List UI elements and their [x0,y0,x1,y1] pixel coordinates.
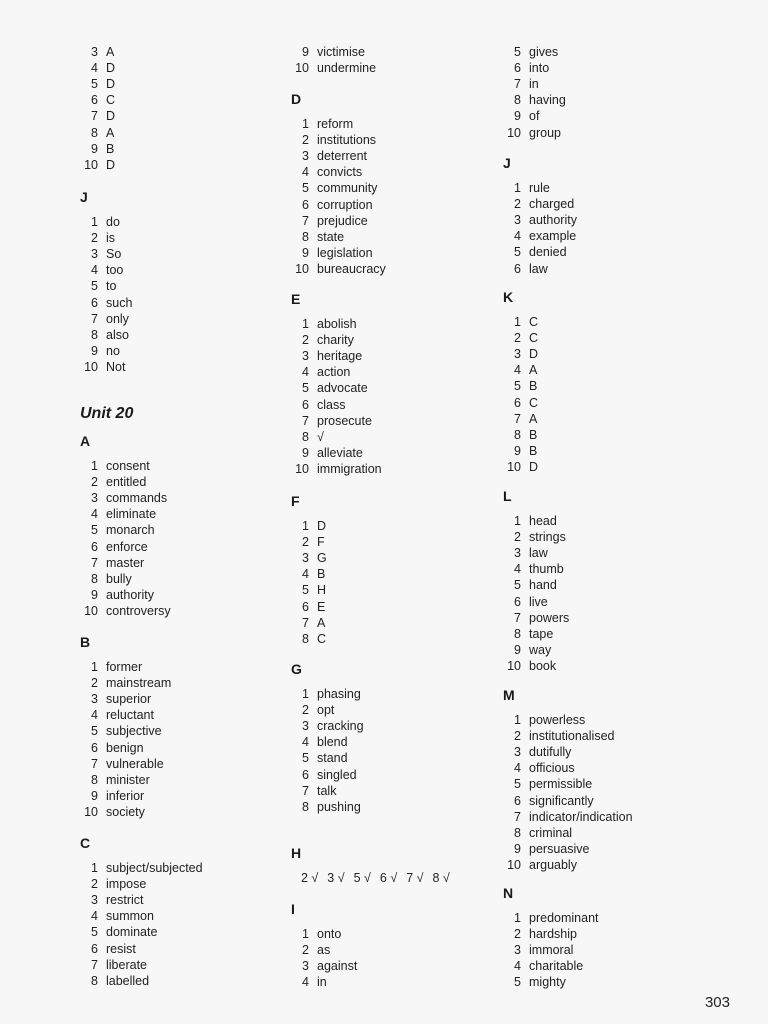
answer-number: 8 [514,93,521,108]
answer-number: 8 [302,631,309,646]
answer-number: 4 [514,363,521,378]
answer-text: officious [529,761,575,776]
answer-number: 2 [302,535,309,550]
answer-number: 3 [514,943,521,958]
answer-text: subject/subjected [106,861,203,875]
answer-number: 6 [514,395,521,410]
answer-text: corruption [317,197,373,212]
answer-text: D [106,61,116,76]
answer-text: inferior [106,788,145,803]
answer-text: head [529,514,557,528]
answer-number: 4 [302,735,309,750]
answer-number: 2 [302,703,309,718]
answer-number: 10 [507,125,521,140]
answer-text: of [529,109,540,124]
answer-text: D [106,77,116,92]
answer-number: 4 [91,61,98,76]
answer-text: √ [317,429,324,444]
answer-number: 5 [302,583,309,598]
answer-number: 9 [514,841,521,856]
answer-text: dominate [106,925,158,940]
answer-number: 3 [514,546,521,561]
answer-text: institutionalised [529,729,615,744]
answer-number: 3 [91,45,98,59]
answer-text: such [106,295,133,310]
answer-text: benign [106,740,144,755]
answer-number: 7 [91,957,98,972]
answer-number: 8 [302,799,309,814]
answer-text: stand [317,751,348,766]
answer-number: 3 [302,719,309,734]
answer-text: denied [529,245,567,260]
answer-text: heritage [317,349,363,364]
answer-number: 5 [514,975,521,990]
section-heading-i: I [291,901,295,917]
answer-number: 8 [514,626,521,641]
answer-number: 10 [84,359,98,374]
answer-text: law [529,546,548,561]
answer-text: Not [106,359,126,374]
answer-text: class [317,397,346,412]
answer-text: B [529,443,538,458]
answer-number: 3 [302,551,309,566]
answer-text: powerless [529,713,586,727]
answer-text: G [317,551,327,566]
section-heading-b: B [80,634,91,650]
answer-number: 7 [302,783,309,798]
answer-number: 6 [91,295,98,310]
answer-text: predominant [529,911,599,925]
answer-text: mighty [529,975,566,990]
answer-number: 6 [514,61,521,76]
answer-text: charitable [529,959,584,974]
section-heading-d: D [291,91,302,107]
section-heading-c: C [80,835,91,851]
answer-text: deterrent [317,149,368,164]
answer-text: as [317,943,331,958]
answer-text: D [106,109,116,124]
answer-number: 6 [91,93,98,108]
answer-text: tape [529,626,554,641]
answer-text: vulnerable [106,756,164,771]
answer-text: restrict [106,893,144,908]
answer-text: former [106,660,143,674]
answer-number: 9 [514,109,521,124]
answer-text: singled [317,767,357,782]
answer-number: 2 [302,333,309,348]
answer-number: 2 [302,133,309,148]
answer-text: opt [317,703,335,718]
answer-number: 1 [91,660,98,674]
answer-number: 1 [514,713,521,727]
answer-text: is [106,231,116,246]
answer-text: summon [106,909,154,924]
answer-text: E [317,599,326,614]
answer-text: indicator/indication [529,809,633,824]
answer-number: 6 [91,941,98,956]
answer-number: 4 [302,165,309,180]
answer-number: 9 [302,245,309,260]
answer-text: D [317,519,327,533]
answer-number: 6 [91,539,98,554]
section-heading-e: E [291,291,301,307]
answer-number: 8 [91,327,98,342]
answer-number: 10 [507,658,521,673]
answer-number: 1 [302,927,309,941]
answer-text: criminal [529,825,573,840]
section-heading-k: K [503,289,514,305]
answer-text: entitled [106,475,147,490]
answer-text: too [106,263,124,278]
inline-answer: 5 √ [353,871,371,885]
answer-text: B [106,141,115,156]
answer-number: 5 [514,245,521,260]
answer-text: undermine [317,61,377,76]
answer-number: 4 [514,562,521,577]
answer-text: rule [529,181,550,195]
answer-text: action [317,365,351,380]
answer-number: 10 [84,804,98,819]
answer-number: 10 [507,459,521,474]
answer-number: 8 [91,125,98,140]
answer-number: 5 [91,523,98,538]
answer-number: 5 [91,77,98,92]
answer-number: 1 [514,181,521,195]
answer-number: 6 [91,740,98,755]
answer-number: 9 [91,788,98,803]
answer-text: significantly [529,793,594,808]
answer-number: 8 [302,229,309,244]
answer-text: minister [106,772,150,787]
answer-text: do [106,215,120,229]
answer-text: state [317,229,345,244]
answer-number: 3 [302,959,309,974]
answer-number: 1 [514,514,521,528]
answer-number: 3 [514,745,521,760]
answer-text: bully [106,571,132,586]
answer-text: So [106,247,122,262]
answer-number: 1 [514,315,521,329]
answer-number: 3 [514,213,521,228]
answer-number: 5 [302,751,309,766]
inline-answer: 7 √ [406,871,424,885]
unit-title: Unit 20 [80,405,134,422]
answer-text: hardship [529,927,577,942]
answer-number: 6 [302,397,309,412]
answer-text: prosecute [317,413,372,428]
answer-number: 5 [302,381,309,396]
answer-number: 2 [514,530,521,545]
answer-number: 2 [91,877,98,892]
answer-text: charity [317,333,354,348]
answer-number: 5 [91,279,98,294]
section-heading-f: F [291,493,300,509]
answer-text: having [529,93,566,108]
answer-text: A [529,363,538,378]
section-h-inline-answers [301,870,459,886]
answer-number: 5 [514,578,521,593]
answer-text: impose [106,877,147,892]
answer-text: D [106,157,116,172]
answer-number: 4 [514,761,521,776]
inline-answer: 3 √ [327,871,345,885]
answer-number: 10 [84,157,98,172]
answer-text: eliminate [106,507,157,522]
answer-number: 6 [302,599,309,614]
answer-number: 4 [514,959,521,974]
answer-number: 2 [514,331,521,346]
answer-text: society [106,804,145,819]
answer-number: 7 [514,610,521,625]
answer-text: bureaucracy [317,261,386,276]
answer-number: 9 [91,141,98,156]
answer-number: 8 [514,427,521,442]
answer-text: way [529,642,552,657]
answer-text: cracking [317,719,364,734]
answer-number: 4 [91,507,98,522]
answer-text: no [106,343,120,358]
answer-number: 4 [91,708,98,723]
answer-number: 10 [295,61,309,76]
answer-text: C [106,93,116,108]
answer-text: in [529,77,539,92]
answer-text: consent [106,459,150,473]
answer-number: 1 [302,519,309,533]
answer-number: 7 [302,213,309,228]
answer-number: 3 [91,247,98,262]
answer-number: 5 [91,724,98,739]
section-heading-m: M [503,687,515,703]
answer-number: 5 [91,925,98,940]
answer-number: 9 [302,445,309,460]
answer-number: 9 [302,45,309,59]
answer-text: permissible [529,777,593,792]
answer-text: B [317,567,326,582]
answer-number: 1 [302,317,309,331]
answer-number: 2 [302,943,309,958]
answer-text: immoral [529,943,574,958]
answer-text: subjective [106,724,162,739]
answer-text: book [529,658,557,673]
answer-text: F [317,535,325,550]
answer-number: 7 [91,109,98,124]
answer-text: community [317,181,378,196]
answer-text: persuasive [529,841,590,856]
answer-number: 5 [302,181,309,196]
answer-text: A [106,125,115,140]
answer-number: 4 [91,909,98,924]
answer-text: advocate [317,381,368,396]
answer-number: 8 [91,571,98,586]
answer-text: against [317,959,358,974]
answer-text: also [106,327,129,342]
inline-answer: 6 √ [379,871,398,885]
answer-text: resist [106,941,136,956]
answer-number: 9 [91,587,98,602]
answer-number: 10 [84,603,98,618]
answer-text: abolish [317,317,357,331]
answer-text: pushing [317,799,361,814]
answer-text: enforce [106,539,148,554]
answer-number: 2 [91,231,98,246]
answer-number: 7 [91,555,98,570]
answer-number: 4 [514,229,521,244]
answer-text: H [317,583,327,598]
answer-text: example [529,229,577,244]
answer-text: dutifully [529,745,572,760]
answer-text: victimise [317,45,365,59]
answer-text: convicts [317,165,363,180]
answer-number: 2 [91,475,98,490]
answer-number: 10 [295,261,309,276]
section-heading-j: J [503,155,511,171]
answer-text: monarch [106,523,155,538]
answer-number: 6 [514,594,521,609]
answer-text: controversy [106,603,171,618]
answer-text: hand [529,578,557,593]
answer-text: D [529,459,539,474]
answer-number: 3 [302,149,309,164]
section-heading-h: H [291,845,302,861]
answer-number: 8 [302,429,309,444]
answer-text: C [529,395,539,410]
answer-number: 7 [302,615,309,630]
answer-number: 6 [302,197,309,212]
answer-number: 2 [514,927,521,942]
answer-number: 5 [514,777,521,792]
answer-number: 7 [302,413,309,428]
answer-text: strings [529,530,566,545]
answer-text: authority [106,587,154,602]
answer-text: charged [529,197,575,212]
answer-text: talk [317,783,337,798]
answer-number: 9 [514,642,521,657]
answer-text: institutions [317,133,377,148]
answer-text: mainstream [106,676,172,691]
answer-text: superior [106,692,152,707]
answer-number: 3 [302,349,309,364]
answer-text: commands [106,491,168,506]
inline-answer: 8 √ [432,871,450,885]
answer-number: 1 [302,117,309,131]
answer-text: into [529,61,550,76]
answer-number: 6 [302,767,309,782]
answer-number: 1 [302,687,309,701]
answer-text: authority [529,213,577,228]
answer-text: labelled [106,973,150,988]
answer-text: only [106,311,129,326]
answer-number: 5 [514,45,521,59]
answer-number: 7 [91,311,98,326]
answer-text: onto [317,927,342,941]
answer-text: gives [529,45,559,59]
answer-number: 8 [514,825,521,840]
answer-text: A [106,45,115,59]
inline-answer: 2 √ [301,871,319,885]
answer-number: 4 [302,365,309,380]
answer-number: 3 [514,347,521,362]
answer-number: 8 [91,973,98,988]
answer-number: 1 [91,215,98,229]
answer-number: 9 [514,443,521,458]
answer-number: 7 [514,77,521,92]
answer-text: group [529,125,561,140]
answer-number: 7 [514,411,521,426]
section-heading-l: L [503,488,512,504]
answer-text: B [529,427,538,442]
answer-number: 7 [514,809,521,824]
answer-text: A [317,615,326,630]
section-heading-a: A [80,433,91,449]
section-heading-j: J [80,189,88,205]
answer-text: reform [317,117,354,131]
answer-number: 3 [91,893,98,908]
section-heading-n: N [503,885,514,901]
answer-number: 9 [91,343,98,358]
answer-number: 4 [302,567,309,582]
page-number: 303 [704,994,730,1011]
answer-text: alleviate [317,445,363,460]
answer-number: 4 [302,975,309,990]
answer-number: 7 [91,756,98,771]
answer-text: prejudice [317,213,368,228]
answer-text: in [317,975,327,990]
answer-text: liberate [106,957,147,972]
answer-number: 1 [514,911,521,925]
answer-text: B [529,379,538,394]
answer-text: immigration [317,461,382,476]
answer-number: 6 [514,261,521,276]
answer-text: C [317,631,327,646]
answer-number: 3 [91,692,98,707]
answer-text: C [529,331,539,346]
answer-number: 6 [514,793,521,808]
answer-text: master [106,555,145,570]
answer-number: 1 [91,459,98,473]
section-heading-g: G [291,661,302,677]
answer-number: 4 [91,263,98,278]
answer-text: C [529,315,539,329]
answer-text: law [529,261,548,276]
answer-number: 1 [91,861,98,875]
answer-number: 2 [514,729,521,744]
answer-number: 8 [91,772,98,787]
answer-text: thumb [529,562,564,577]
answer-number: 5 [514,379,521,394]
answer-text: live [529,594,548,609]
answer-text: legislation [317,245,373,260]
answer-text: arguably [529,857,577,872]
answer-text: A [529,411,538,426]
answer-number: 10 [507,857,521,872]
answer-text: to [106,279,117,294]
answer-number: 2 [514,197,521,212]
answer-text: phasing [317,687,361,701]
answer-text: D [529,347,539,362]
answer-text: powers [529,610,570,625]
answer-number: 3 [91,491,98,506]
answer-number: 10 [295,461,309,476]
answer-number: 2 [91,676,98,691]
answer-text: blend [317,735,348,750]
answer-text: reluctant [106,708,154,723]
